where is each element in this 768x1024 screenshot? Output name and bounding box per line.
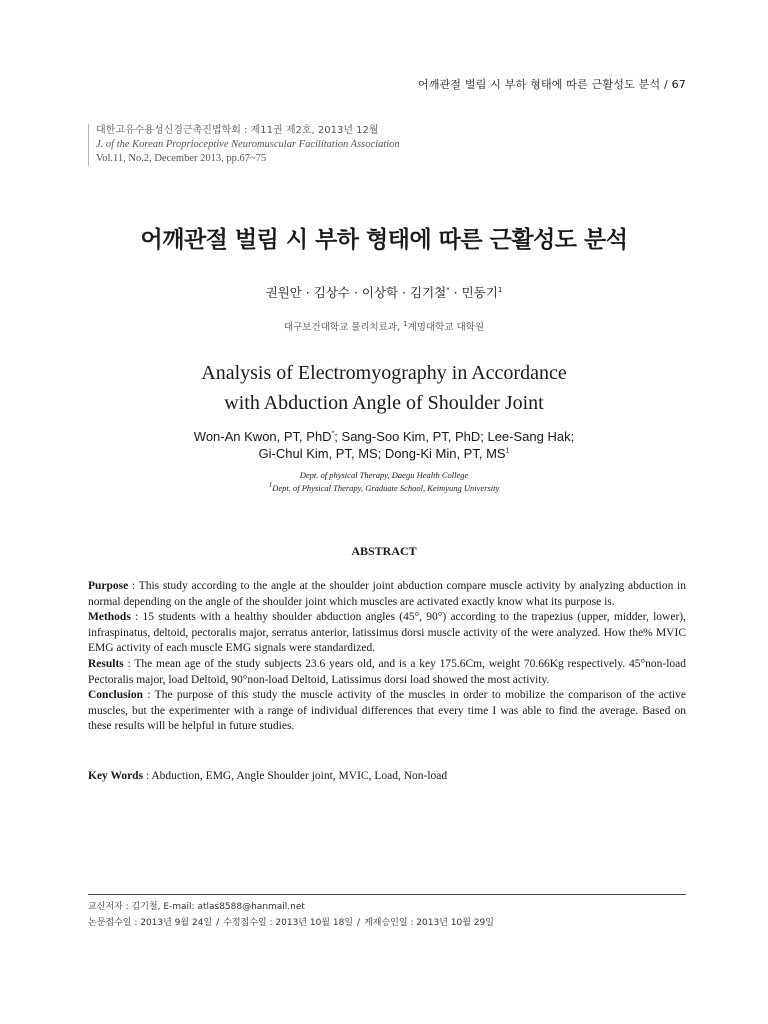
abstract-heading: ABSTRACT	[351, 544, 417, 558]
english-authors-line2-mark: 1	[505, 447, 510, 455]
english-affiliation-2-mark: 1	[268, 481, 273, 490]
conclusion-text: : The purpose of this study the muscle activity of the muscles in order to mobilize the comparison of the active muscles, but the experimenter with a range of individual differences that every time I was able to find the average. Based on these results will be helpful in future studies.	[88, 689, 686, 733]
abstract-purpose	[88, 579, 686, 610]
purpose-text: : This study according to the angle at the shoulder joint abduction compare muscle activity by analyzing abduction in normal depending on the angle of the shoulder joint which muscles are activated exactly know what its purpose is.	[88, 580, 686, 608]
footer-notes	[88, 899, 494, 931]
received-date: 논문접수일 : 2013년 9월 24일	[88, 918, 213, 928]
conclusion-label: Conclusion	[88, 689, 143, 702]
correspondence-author: 교신저자 : 김기철, E-mail: atlas8588@hanmail.net	[88, 902, 305, 912]
korean-authors-last-mark: 1	[497, 285, 503, 294]
journal-korean-name: 대한고유수용성신경근촉진법학회 : 제11권 제2호, 2013년 12월	[96, 125, 379, 136]
korean-affiliation-2: 계명대학교 대학원	[407, 322, 485, 333]
abstract-results	[88, 657, 686, 688]
english-title-line1: Analysis of Electromyography in Accordance	[201, 362, 567, 384]
methods-label: Methods	[88, 611, 131, 624]
korean-title: 어깨관절 벌림 시 부하 형태에 따른 근활성도 분석	[140, 227, 628, 253]
abstract-body	[88, 579, 686, 735]
methods-text: : 15 students with a healthy shoulder abduction angles (45°, 90°) according to the trapezius (upper, midder, lower), infraspinatus, deltoid, pectoralis major, serratus anterior, latissimus dorsi muscle activity of the were analyzed. How the% MVIC EMG activity of each muscle EMG signals were standardized.	[88, 611, 686, 655]
footer-divider	[88, 894, 686, 895]
results-label: Results	[88, 657, 124, 670]
keywords-label: Key Words	[88, 770, 144, 782]
abstract-conclusion	[88, 688, 686, 735]
english-authors-line2-text: Gi-Chul Kim, PT, MS; Dong-Ki Min, PT, MS	[258, 446, 506, 461]
date-separator: /	[216, 918, 220, 928]
journal-volume: Vol.11, No.2, December 2013, pp.67~75	[96, 153, 267, 164]
korean-affiliation-1: 대구보건대학교 물리치료과,	[283, 322, 401, 333]
korean-authors-mark: *	[446, 285, 450, 294]
running-head: 어깨관절 벌림 시 부하 형태에 따른 근활성도 분석 / 67	[417, 78, 686, 91]
journal-english-name: J. of the Korean Proprioceptive Neuromuscular Facilitation Association	[96, 139, 400, 150]
submission-dates	[88, 915, 494, 931]
purpose-label: Purpose	[88, 580, 129, 592]
english-authors-line2	[0, 445, 768, 462]
korean-affiliation	[0, 319, 768, 333]
journal-citation	[88, 124, 400, 166]
english-author-first: Won-An Kwon, PT, PhD	[193, 429, 332, 444]
korean-authors-text: 권원안 · 김상수 · 이상학 · 김기철	[265, 285, 447, 300]
english-title	[0, 358, 768, 418]
accepted-date: 게재승인일 : 2013년 10월 29일	[364, 918, 494, 928]
results-text: : The mean age of the study subjects 23.6 years old, and is a key 175.6Cm, weight 70.66Kg respectively. 45°non-load Pectoralis major, load Deltoid, 90°non-load Deltoid, Latissimus dorsi load showed the most activity.	[88, 657, 686, 686]
abstract-methods	[88, 610, 686, 657]
english-author-first-mark: *	[331, 430, 335, 438]
revised-date: 수정접수일 : 2013년 10월 18일	[223, 918, 354, 928]
keywords-text: : Abduction, EMG, Angle Shoulder joint, MVIC, Load, Non-load	[143, 770, 448, 782]
korean-authors	[0, 283, 768, 301]
english-title-line2: with Abduction Angle of Shoulder Joint	[224, 392, 544, 414]
korean-affiliation-mark: 1	[403, 319, 408, 328]
korean-authors-last: · 민동기	[449, 285, 498, 300]
english-affiliation-1: Dept. of physical Therapy, Daegu Health College	[299, 470, 469, 480]
english-affiliation-2: Dept. of Physical Therapy, Graduate School, Keimyung University	[272, 483, 500, 493]
keywords	[88, 769, 686, 785]
english-authors	[0, 428, 768, 462]
english-affiliations	[0, 469, 768, 495]
date-separator: /	[357, 918, 361, 928]
english-affiliation-2-row	[0, 482, 768, 495]
english-authors-rest: ; Sang-Soo Kim, PT, PhD; Lee-Sang Hak;	[334, 429, 575, 444]
english-authors-line1	[0, 428, 768, 445]
